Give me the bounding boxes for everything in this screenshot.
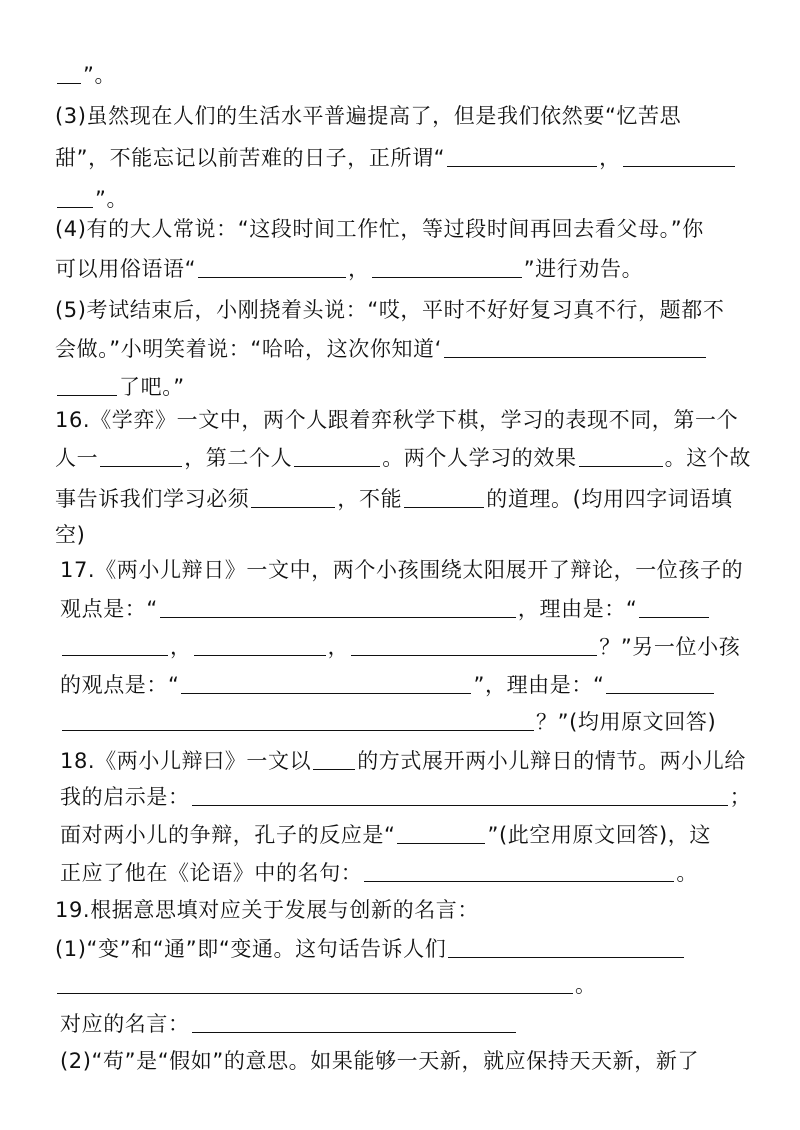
text-segment: 面对两小儿的争辩，孔子的反应是“ — [60, 823, 396, 847]
answer-blank[interactable] — [448, 935, 684, 958]
text-segment: 我的启示是： — [60, 785, 190, 809]
text-segment: 了吧。” — [119, 375, 185, 399]
text-line-l00 — [55, 58, 116, 92]
answer-blank[interactable] — [351, 633, 597, 656]
answer-blank[interactable] — [194, 633, 326, 656]
text-segment: ； — [729, 785, 752, 809]
text-line-l19 — [60, 780, 751, 814]
answer-blank[interactable] — [444, 335, 706, 358]
text-line-l16 — [60, 668, 716, 702]
answer-blank[interactable] — [251, 485, 335, 508]
text-segment: 空) — [55, 523, 86, 547]
text-segment: ”。 — [95, 187, 129, 211]
text-segment: 人一 — [55, 446, 99, 470]
text-line-l08 — [55, 370, 185, 404]
answer-blank[interactable] — [313, 747, 355, 770]
text-segment: 可以用俗语语“ — [55, 257, 197, 281]
answer-blank[interactable] — [623, 144, 735, 167]
text-segment: (5)考试结束后，小刚挠着头说：“哎，平时不好好复习真不行，题都不 — [55, 298, 725, 322]
text-segment: (4)有的大人常说：“这段时间工作忙，等过段时间再回去看父母。”你 — [55, 217, 704, 241]
text-line-l13 — [60, 553, 743, 587]
text-line-l25 — [60, 1007, 518, 1041]
text-line-l07 — [55, 332, 708, 366]
answer-blank[interactable] — [57, 373, 117, 396]
text-segment: ， — [348, 257, 370, 281]
answer-blank[interactable] — [62, 633, 168, 656]
answer-blank[interactable] — [447, 144, 597, 167]
text-line-l06 — [55, 293, 724, 327]
answer-blank[interactable] — [57, 185, 93, 208]
text-line-l02 — [55, 141, 737, 175]
text-segment: 的道理。(均用四字词语填 — [486, 487, 733, 511]
answer-blank[interactable] — [639, 595, 709, 618]
text-segment: 正应了他在《论语》中的名句： — [60, 861, 363, 885]
text-segment: 甜”，不能忘记以前苦难的日子，正所谓“ — [55, 146, 446, 170]
text-segment: 18.《两小儿辩曰》一文以 — [60, 749, 312, 773]
text-segment: 观点是：“ — [60, 597, 158, 621]
text-segment: ？”另一位小孩 — [599, 635, 741, 659]
answer-blank[interactable] — [62, 708, 534, 731]
text-line-l11 — [55, 482, 733, 516]
answer-blank[interactable] — [192, 783, 728, 806]
text-line-l17 — [60, 705, 716, 739]
text-line-l21 — [60, 856, 698, 890]
text-line-l24 — [55, 968, 597, 1002]
text-segment: 的方式展开两小儿辩日的情节。两小儿给 — [357, 749, 747, 773]
text-segment: 。这个故 — [664, 446, 752, 470]
answer-blank[interactable] — [181, 671, 471, 694]
text-segment: 17.《两小儿辩日》一文中，两个小孩围绕太阳展开了辩论，一位孩子的 — [60, 558, 744, 582]
answer-blank[interactable] — [579, 444, 663, 467]
text-line-l05 — [55, 252, 643, 286]
text-segment: ”，理由是：“ — [473, 673, 605, 697]
text-line-l03 — [55, 182, 128, 216]
text-segment: ， — [599, 146, 621, 170]
text-line-l26 — [60, 1044, 699, 1078]
text-segment: ，不能 — [337, 487, 403, 511]
text-segment: 16.《学弈》一文中，两个人跟着弈秋学下棋，学习的表现不同，第一个 — [55, 408, 739, 432]
text-segment: 。 — [676, 861, 699, 885]
answer-blank[interactable] — [294, 444, 380, 467]
answer-blank[interactable] — [372, 255, 522, 278]
answer-blank[interactable] — [100, 444, 182, 467]
text-line-l22 — [55, 893, 479, 927]
text-line-l20 — [60, 818, 711, 852]
text-line-l15 — [60, 630, 740, 664]
answer-blank[interactable] — [198, 255, 346, 278]
answer-blank[interactable] — [57, 971, 573, 994]
text-segment: ”(此空用原文回答)，这 — [487, 823, 711, 847]
text-line-l10 — [55, 441, 751, 475]
text-line-l14 — [60, 592, 711, 626]
text-segment: ，理由是：“ — [517, 597, 638, 621]
text-segment: 19.根据意思填对应关于发展与创新的名言： — [55, 898, 479, 922]
text-line-l09 — [55, 403, 738, 437]
text-segment: ，第二个人 — [184, 446, 293, 470]
text-segment: 。 — [575, 973, 597, 997]
answer-blank[interactable] — [192, 1010, 516, 1033]
answer-blank[interactable] — [606, 671, 714, 694]
text-line-l12 — [55, 518, 85, 552]
text-segment: 对应的名言： — [60, 1012, 190, 1036]
text-segment: 的观点是：“ — [60, 673, 180, 697]
text-segment: 。两个人学习的效果 — [382, 446, 577, 470]
text-line-l18 — [60, 744, 746, 778]
answer-blank[interactable] — [160, 595, 516, 618]
text-segment: ， — [170, 635, 192, 659]
answer-blank[interactable] — [57, 61, 81, 84]
text-segment: ？”(均用原文回答) — [536, 710, 717, 734]
text-segment: 会做。”小明笑着说：“哈哈，这次你知道‘ — [55, 337, 442, 361]
answer-blank[interactable] — [397, 821, 485, 844]
text-line-l04 — [55, 212, 704, 246]
answer-blank[interactable] — [364, 859, 674, 882]
text-segment: (2)“苟”是“假如”的意思。如果能够一天新，就应保持天天新，新了 — [60, 1049, 700, 1073]
text-line-l23 — [55, 932, 686, 966]
text-segment: ”。 — [83, 63, 117, 87]
text-segment: (1)“变”和“通”即“变通。这句话告诉人们 — [55, 937, 447, 961]
text-line-l01 — [55, 99, 681, 133]
answer-blank[interactable] — [404, 485, 484, 508]
text-segment: ”进行劝告。 — [523, 257, 644, 281]
text-segment: (3)虽然现在人们的生活水平普遍提高了，但是我们依然要“忆苦思 — [55, 104, 682, 128]
text-segment: 事告诉我们学习必须 — [55, 487, 250, 511]
text-segment: ， — [327, 635, 350, 659]
